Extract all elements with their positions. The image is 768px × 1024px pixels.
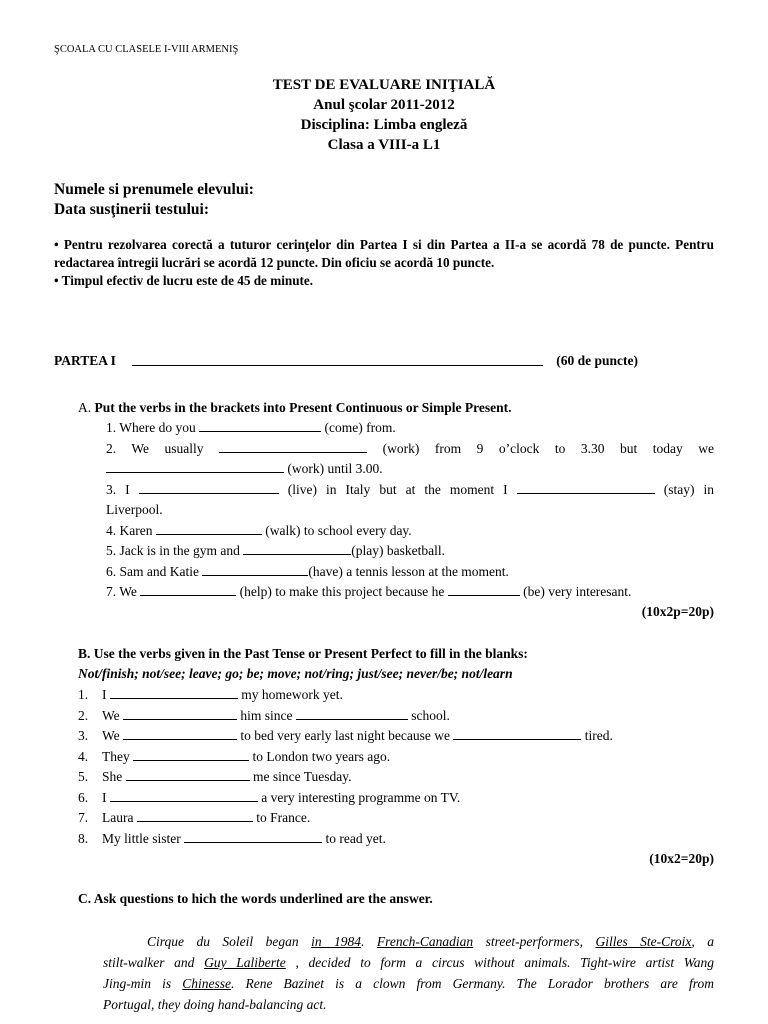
passage-line: Cirque du Soleil began in 1984. French-Canadian street-performers, Gilles Ste-Croix, a [147, 934, 714, 949]
test-title: TEST DE EVALUARE INIŢIALĂ [272, 77, 496, 93]
passage-line: stilt-walker and Guy Laliberte , decided to form a circus without animals. Tight-wire artist Wang [103, 955, 715, 970]
section-a-instruction: Put the verbs in the brackets into Present Continuous or Simple Present. [94, 400, 512, 415]
answer-blank[interactable] [202, 563, 308, 576]
section-a-letter: A. [78, 400, 92, 415]
section-b-letter: B. [78, 646, 91, 661]
answer-blank[interactable] [517, 481, 655, 494]
answer-blank[interactable] [296, 707, 408, 720]
answer-blank[interactable] [123, 727, 237, 740]
list-item: 7. We (help) to make this project because he (be) very interesant. [106, 584, 632, 599]
reading-passage [103, 931, 714, 1015]
answer-blank[interactable] [219, 440, 367, 453]
answer-blank[interactable] [110, 686, 238, 699]
section-c-heading [78, 891, 433, 907]
intro-instructions [54, 236, 714, 290]
verb-list: Not/finish; not/see; leave; go; be; move; not/ring; just/see; never/be; not/learn [78, 666, 513, 681]
list-item: 8. My little sister to read yet. [78, 831, 386, 846]
list-item: 7. Laura to France. [78, 810, 311, 825]
list-item: 5. Jack is in the gym and (play) basketball. [106, 543, 445, 558]
list-item: 3. We to bed very early last night because we tired. [78, 728, 613, 743]
section-a-score: (10x2p=20p) [641, 604, 714, 619]
passage-line: Jing-min is Chinesse. Rene Bazinet is a clown from Germany. The Lorador brothers are from [103, 976, 715, 991]
section-c-letter: C. [78, 891, 92, 906]
answer-blank[interactable] [448, 583, 520, 596]
school-name: ŞCOALA CU CLASELE I-VIII ARMENIŞ [54, 44, 239, 55]
student-name-label: Numele si prenumele elevului: [54, 181, 254, 198]
school-year: Anul şcolar 2011-2012 [313, 97, 455, 113]
test-date-label: Data susţinerii testului: [54, 201, 209, 218]
section-b-score: (10x2=20p) [649, 851, 714, 866]
answer-blank[interactable] [133, 748, 249, 761]
list-item: (work) until 3.00. [106, 459, 714, 480]
section-c-instruction: Ask questions to hich the words underlined are the answer. [93, 891, 433, 906]
part-header [54, 353, 638, 369]
list-item: 3. I (live) in Italy but at the moment I (stay) in [106, 481, 715, 497]
section-a-items [106, 418, 714, 603]
passage-line: Portugal, they doing hand-balancing act. [103, 997, 327, 1012]
list-item: 5. She me since Tuesday. [78, 769, 352, 784]
list-item: 4. They to London two years ago. [78, 749, 391, 764]
answer-blank[interactable] [156, 522, 262, 535]
part-label: PARTEA I [54, 353, 116, 368]
intro-time: • Timpul efectiv de lucru este de 45 de minute. [54, 273, 314, 288]
answer-blank[interactable] [137, 809, 253, 822]
answer-blank[interactable] [140, 583, 236, 596]
discipline: Disciplina: Limba engleză [300, 117, 468, 133]
section-a-heading [78, 400, 512, 416]
answer-blank[interactable] [453, 727, 581, 740]
section-b-heading [78, 646, 528, 662]
list-item: 1. I my homework yet. [78, 687, 343, 702]
list-item: 1. Where do you (come) from. [106, 420, 396, 435]
class-level: Clasa a VIII-a L1 [327, 137, 441, 153]
list-item: Liverpool. [106, 502, 163, 517]
part-rule [132, 365, 543, 366]
list-item: 6. I a very interesting programme on TV. [78, 790, 461, 805]
answer-blank[interactable] [184, 830, 322, 843]
list-item: 2. We usually (work) from 9 o’clock to 3.30 but today we [106, 440, 715, 456]
intro-points: • Pentru rezolvarea corectă a tuturor cerinţelor din Partea I si din Partea a II-a se acordă 78 de puncte. Pentru redactarea întregii lucrări se acordă 12 puncte. Din oficiu se acordă 10 puncte. [54, 237, 714, 270]
answer-blank[interactable] [110, 789, 258, 802]
answer-blank[interactable] [123, 707, 237, 720]
answer-blank[interactable] [243, 542, 351, 555]
answer-blank[interactable] [126, 768, 250, 781]
answer-blank[interactable] [199, 419, 321, 432]
answer-blank[interactable] [106, 460, 284, 473]
list-item: 2. We him since school. [78, 708, 450, 723]
section-b-instruction: Use the verbs given in the Past Tense or Present Perfect to fill in the blanks: [93, 646, 528, 661]
list-item: 6. Sam and Katie (have) a tennis lesson at the moment. [106, 563, 509, 579]
list-item: 4. Karen (walk) to school every day. [106, 522, 412, 538]
part-points: (60 de puncte) [556, 353, 638, 368]
answer-blank[interactable] [139, 481, 279, 494]
